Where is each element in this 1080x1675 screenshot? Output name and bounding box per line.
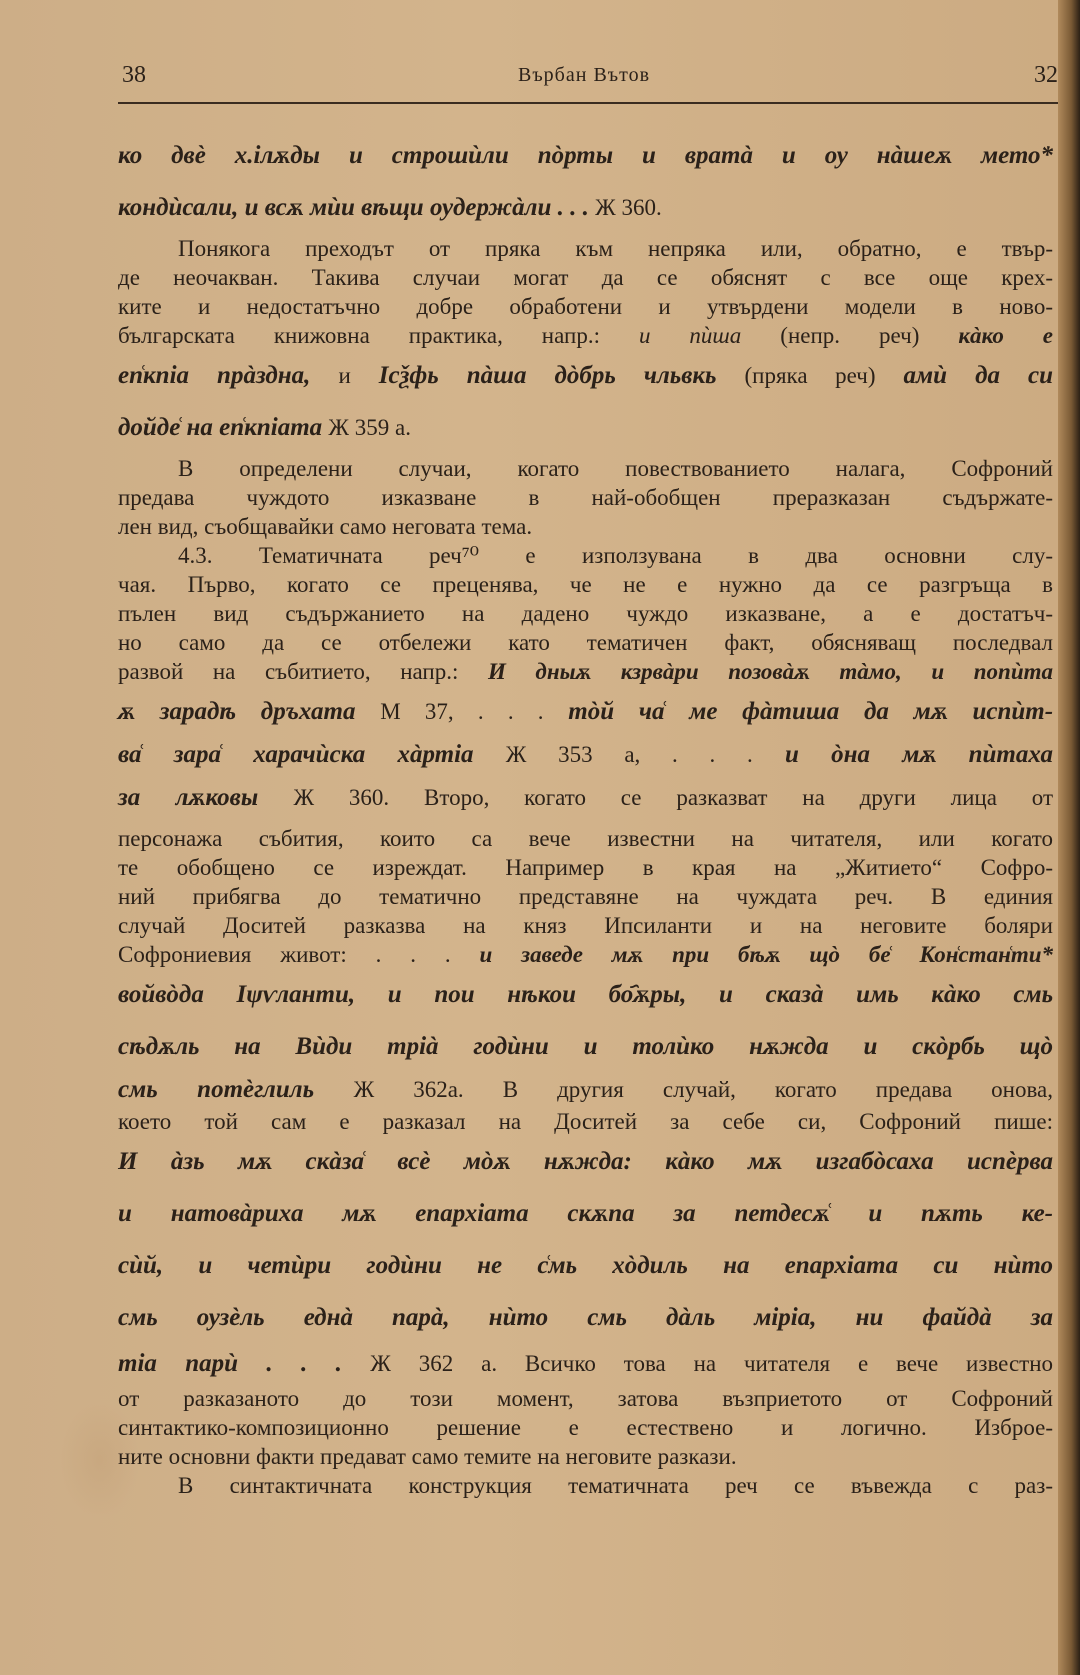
text-line: българската книжовна практика, напр.: и пѝша (непр. реч) кàко е bbox=[118, 323, 1054, 348]
text-line: персонажа събития, които са вече известни на читателя, или когато bbox=[118, 826, 1053, 851]
quote-line: тіа парѝ . . . Ж 362 а. Всичко това на читателя е вече известно bbox=[118, 1350, 1054, 1377]
text-line: де неочакван. Такива случаи могат да се обяснят с все още крех- bbox=[118, 265, 1053, 290]
text-line: развой на събитието, напр.: И дныѫ кзрвàри позовàѫ тàмо, и попѝта bbox=[118, 659, 1053, 684]
quote-line: и натовàриха мѫ епархіата скѫпа за петдесѫ͑ и пѫть ке- bbox=[118, 1200, 1053, 1227]
text-line: чая. Първо, когато се преценява, че не е нужно да се разгръща в bbox=[118, 572, 1053, 597]
text-line: но само да се отбележи като тематичен факт, обясняващ последвал bbox=[118, 630, 1053, 655]
text-line: ните основни факти предават само темите на неговите разкази. bbox=[118, 1444, 737, 1469]
quote-line: войвòда Іѱѵланти, и пои нѣкои бо҄ѫры, и сказà имь кàко смь bbox=[118, 981, 1053, 1008]
book-spine-edge bbox=[1058, 0, 1080, 1675]
page-body bbox=[118, 130, 1053, 1500]
text-line: В синтактичната конструкция тематичната реч се въвежда с раз- bbox=[178, 1473, 1053, 1498]
quote-line: сѣдѫль на Вѝди тріà годѝни и толѝко нѫжда и скòрбь щò bbox=[118, 1033, 1053, 1060]
text-line: синтактико-композиционно решение е естествено и логично. Изброе- bbox=[118, 1415, 1053, 1440]
quote-line: ѫ зарадѣ дръхата М 37, . . . тòй ча͑ ме фàтиша да мѫ испѝт- bbox=[118, 698, 1054, 725]
header-rule bbox=[118, 102, 1058, 104]
text-line: те обобщено се изреждат. Например в края на „Житието“ Софро- bbox=[118, 855, 1053, 880]
text-line: лен вид, съобщавайки само неговата тема. bbox=[118, 514, 533, 539]
quote-line: смь оузèль еднà парà, нѝто смь дàль міріа, ни файдà за bbox=[118, 1304, 1053, 1331]
text-line: ний прибягва до тематично представяне на чуждата реч. В единия bbox=[118, 884, 1053, 909]
quote-line: ва͑ зара͑ харачѝска хàртіа Ж 353 а, . . . и òна мѫ пѝтаха bbox=[118, 741, 1053, 768]
text-line: случай Доситей разказва на княз Ипсиланти и на неговите боляри bbox=[118, 913, 1053, 938]
quote-line: смь потèглиль Ж 362а. В другия случай, когато предава онова, bbox=[118, 1076, 1054, 1103]
quote-line: еп͑кпіа прàздна, и Ісѯфь пàша дòбрь чльвкь (пряка реч) амѝ да си bbox=[118, 362, 1054, 389]
text-line: В определени случаи, когато повествованието налага, Софроний bbox=[178, 456, 1053, 481]
page-number: 38 bbox=[122, 62, 146, 88]
text-line: 4.3. Тематичната реч⁷⁰ е използувана в два основни слу- bbox=[178, 543, 1053, 568]
quote-line: дойде͑ на еп͑кпіата Ж 359 а. bbox=[118, 414, 411, 441]
running-head: Върбан Вътов bbox=[518, 64, 651, 86]
quote-line: сѝй, и четѝри годѝни не с͑мь хòдиль на епархіата си нѝто bbox=[118, 1252, 1053, 1279]
page-header bbox=[118, 58, 1058, 98]
quote-line: И àзь мѫ скàза͑ всѐ мòѫ нѫжда: кàко мѫ изгабòсаха испѐрва bbox=[118, 1148, 1053, 1175]
quote-line: ко двѐ х.ілѫды и строшѝли пòрты и вратà и оу нàшеѫ мето* bbox=[118, 142, 1053, 169]
quote-line: за лѫковы Ж 360. Второ, когато се разказват на други лица от bbox=[118, 784, 1053, 811]
page-number-right: 32 bbox=[1034, 62, 1058, 88]
text-line: което той сам е разказал на Доситей за себе си, Софроний пише: bbox=[118, 1109, 1053, 1134]
text-line: от разказаното до този момент, затова възприетото от Софроний bbox=[118, 1386, 1053, 1411]
text-line: предава чуждото изказване в най-обобщен преразказан съдържате- bbox=[118, 485, 1053, 510]
text-line: Понякога преходът от пряка към непряка или, обратно, е твър- bbox=[178, 236, 1053, 261]
quote-line: кондѝсали, и всѫ мѝи вѣщи оудержàли . . . Ж 360. bbox=[118, 194, 662, 221]
text-line: ките и недостатъчно добре обработени и утвърдени модели в ново- bbox=[118, 294, 1053, 319]
text-line: пълен вид съдържанието на дадено чуждо изказване, а е достатъч- bbox=[118, 601, 1053, 626]
text-line: Софрониевия живот: . . . и заведе мѫ при бѣѫ щò бе͑ Кон͑стан͑ти* bbox=[118, 942, 1054, 967]
